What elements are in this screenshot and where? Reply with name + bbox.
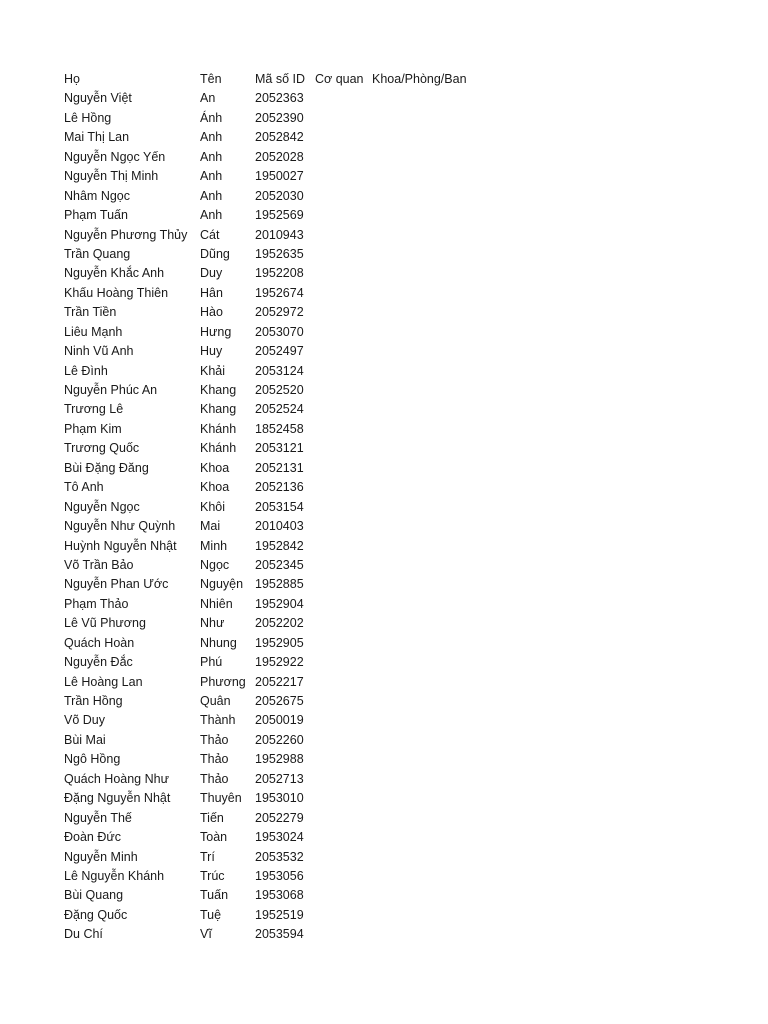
cell-ten: Nguyện <box>200 577 244 592</box>
cell-ten: Anh <box>200 188 223 203</box>
cell-ten: Thảo <box>200 732 229 747</box>
cell-ho: Liêu Mạnh <box>64 324 123 339</box>
table-row <box>64 867 492 886</box>
table-row <box>64 711 492 730</box>
cell-ten: Phú <box>200 655 223 670</box>
table-row <box>64 264 492 283</box>
table-row <box>64 206 492 225</box>
cell-ten: Hưng <box>200 324 232 339</box>
cell-ho: Trương Lê <box>64 402 124 417</box>
cell-id: 2052260 <box>255 732 304 747</box>
cell-ho: Tô Anh <box>64 480 104 495</box>
cell-ten: Hân <box>200 285 223 300</box>
cell-id: 2052363 <box>255 91 304 106</box>
cell-id: 2052217 <box>255 674 304 689</box>
cell-id: 1952922 <box>255 655 304 670</box>
cell-ten: Vĩ <box>200 927 212 942</box>
table-row <box>64 809 492 828</box>
table-row <box>64 731 492 750</box>
header-row <box>64 70 492 89</box>
cell-ho: Bùi Đặng Đăng <box>64 460 149 475</box>
cell-id: 2053594 <box>255 927 304 942</box>
cell-ho: Trương Quốc <box>64 441 140 456</box>
table-row <box>64 498 492 517</box>
cell-ho: Võ Trần Bảo <box>64 557 134 572</box>
table-row <box>64 303 492 322</box>
cell-ten: Anh <box>200 169 223 184</box>
cell-id: 1952208 <box>255 266 304 281</box>
cell-ten: Khoa <box>200 460 230 475</box>
table-row <box>64 226 492 245</box>
cell-id: 2050019 <box>255 713 304 728</box>
cell-ten: Khánh <box>200 441 237 456</box>
cell-ho: Bùi Quang <box>64 888 124 903</box>
cell-id: 2052713 <box>255 771 304 786</box>
cell-id: 1952842 <box>255 538 304 553</box>
table-row <box>64 342 492 361</box>
cell-ho: Nguyễn Đắc <box>64 655 133 670</box>
cell-id: 2052390 <box>255 110 304 125</box>
cell-id: 2052520 <box>255 383 304 397</box>
cell-id: 1952905 <box>255 635 304 650</box>
cell-id: 2053070 <box>255 324 304 339</box>
cell-ten: Phương <box>200 674 246 689</box>
cell-ho: Huỳnh Nguyễn Nhật <box>64 538 177 553</box>
cell-ho: Phạm Thảo <box>64 596 129 611</box>
cell-id: 2052030 <box>255 188 304 203</box>
cell-ten: Khoa <box>200 480 230 495</box>
cell-ho: Lê Hồng <box>64 110 112 125</box>
table-row <box>64 906 492 925</box>
cell-ten: Tiến <box>200 810 224 825</box>
table-row <box>64 439 492 458</box>
cell-ho: Phạm Kim <box>64 421 122 436</box>
cell-id: 1952904 <box>255 596 304 611</box>
table-row <box>64 420 492 439</box>
cell-ho: Ngô Hồng <box>64 752 121 767</box>
table-row <box>64 692 492 711</box>
table-row <box>64 323 492 342</box>
table-row <box>64 167 492 186</box>
cell-ho: Nguyễn Thế <box>64 810 132 825</box>
cell-id: 2053154 <box>255 499 304 514</box>
table-row <box>64 284 492 303</box>
table-row <box>64 478 492 497</box>
cell-ten: Minh <box>200 538 228 553</box>
cell-id: 1952569 <box>255 208 304 223</box>
table-row <box>64 770 492 789</box>
cell-id: 1953010 <box>255 791 304 806</box>
cell-ten: Hào <box>200 305 223 320</box>
cell-ho: Nguyễn Ngọc Yến <box>64 149 166 164</box>
cell-ho: Quách Hoàn <box>64 635 135 650</box>
table-row <box>64 634 492 653</box>
cell-ho: Du Chí <box>64 927 103 942</box>
cell-id: 2053121 <box>255 441 304 456</box>
cell-ten: Khôi <box>200 499 226 514</box>
cell-ten: Nhiên <box>200 596 233 611</box>
header-ten: Tên <box>200 72 222 86</box>
cell-id: 1952674 <box>255 285 304 300</box>
cell-id: 2052202 <box>255 616 304 631</box>
cell-ten: Khánh <box>200 421 237 436</box>
cell-ho: Lê Vũ Phương <box>64 616 146 631</box>
cell-ho: Ninh Vũ Anh <box>64 344 134 359</box>
table-row <box>64 828 492 847</box>
cell-ten: Thảo <box>200 752 229 767</box>
cell-id: 1953024 <box>255 830 304 845</box>
table-row <box>64 362 492 381</box>
cell-id: 1950027 <box>255 169 304 184</box>
cell-ho: Quách Hoàng Như <box>64 771 169 786</box>
cell-ten: Duy <box>200 266 223 281</box>
table-row <box>64 886 492 905</box>
student-table <box>64 70 492 945</box>
cell-id: 1952635 <box>255 246 304 261</box>
table-row <box>64 400 492 419</box>
cell-id: 2052497 <box>255 344 304 359</box>
table-row <box>64 89 492 108</box>
cell-ten: Như <box>200 616 225 631</box>
cell-ten: Anh <box>200 130 223 145</box>
cell-ho: Nguyễn Khắc Anh <box>64 266 165 281</box>
header-id: Mã số ID <box>255 72 306 86</box>
cell-ho: Lê Đình <box>64 363 108 378</box>
table-row <box>64 789 492 808</box>
cell-ten: Anh <box>200 149 223 164</box>
cell-ten: Khang <box>200 402 237 417</box>
cell-ten: Thảo <box>200 771 229 786</box>
cell-ten: Dũng <box>200 246 230 261</box>
cell-ten: An <box>200 91 216 106</box>
header-khoa: Khoa/Phòng/Ban <box>372 72 467 86</box>
table-row <box>64 187 492 206</box>
table-row <box>64 595 492 614</box>
cell-ho: Nguyễn Minh <box>64 849 138 864</box>
table-row <box>64 109 492 128</box>
cell-ho: Nguyễn Phương Thủy <box>64 227 188 242</box>
cell-ho: Trần Tiền <box>64 305 117 320</box>
cell-id: 2052842 <box>255 130 304 145</box>
cell-ten: Ánh <box>200 110 223 125</box>
cell-id: 1952988 <box>255 752 304 767</box>
cell-ten: Quân <box>200 694 231 708</box>
cell-ho: Nguyễn Phúc An <box>64 383 158 397</box>
cell-id: 1952885 <box>255 577 304 592</box>
cell-id: 2052028 <box>255 149 304 164</box>
table-row <box>64 925 492 944</box>
cell-id: 2010403 <box>255 519 304 534</box>
cell-ho: Nhâm Ngọc <box>64 188 130 203</box>
header-ho: Họ <box>64 72 80 86</box>
cell-ho: Nguyễn Phan Ước <box>64 577 169 592</box>
table-row <box>64 673 492 692</box>
cell-ho: Đặng Nguyễn Nhật <box>64 791 171 806</box>
cell-id: 2052972 <box>255 305 304 320</box>
table-row <box>64 537 492 556</box>
cell-ho: Nguyễn Như Quỳnh <box>64 519 176 534</box>
cell-id: 1953068 <box>255 888 304 903</box>
cell-id: 1953056 <box>255 868 304 883</box>
table-row <box>64 653 492 672</box>
cell-ten: Khải <box>200 363 226 378</box>
cell-id: 1952519 <box>255 907 304 922</box>
table-row <box>64 128 492 147</box>
cell-ho: Mai Thị Lan <box>64 130 130 145</box>
cell-ho: Đặng Quốc <box>64 907 128 922</box>
cell-id: 2053532 <box>255 849 304 864</box>
cell-ho: Nguyễn Ngọc <box>64 499 140 514</box>
cell-ho: Nguyễn Thị Minh <box>64 169 159 184</box>
table-row <box>64 556 492 575</box>
cell-ten: Khang <box>200 383 237 397</box>
cell-id: 2010943 <box>255 227 304 242</box>
cell-id: 2052675 <box>255 694 304 708</box>
cell-ho: Trần Quang <box>64 246 131 261</box>
cell-ho: Nguyễn Việt <box>64 91 132 106</box>
cell-ten: Ngọc <box>200 557 230 572</box>
cell-ho: Phạm Tuấn <box>64 208 128 223</box>
header-co-quan: Cơ quan <box>315 72 364 86</box>
table-row <box>64 148 492 167</box>
cell-ten: Huy <box>200 344 223 359</box>
table-row <box>64 381 492 400</box>
cell-id: 2052279 <box>255 810 304 825</box>
table-row <box>64 459 492 478</box>
cell-ho: Trần Hồng <box>64 694 123 708</box>
cell-ho: Khấu Hoàng Thiên <box>64 285 169 300</box>
cell-ten: Tuệ <box>200 907 222 922</box>
cell-ten: Tuấn <box>200 888 229 903</box>
cell-ten: Trúc <box>200 868 225 883</box>
cell-ho: Đoàn Đức <box>64 830 122 845</box>
cell-ho: Bùi Mai <box>64 732 106 747</box>
cell-id: 2052524 <box>255 402 304 417</box>
cell-ten: Trí <box>200 849 215 864</box>
cell-ten: Nhung <box>200 635 237 650</box>
cell-id: 2053124 <box>255 363 304 378</box>
cell-ten: Mai <box>200 519 221 534</box>
table-row <box>64 517 492 536</box>
cell-id: 2052131 <box>255 460 304 475</box>
table-row <box>64 575 492 594</box>
cell-ten: Toàn <box>200 830 228 845</box>
cell-id: 2052136 <box>255 480 304 495</box>
table-row <box>64 750 492 769</box>
cell-id: 1852458 <box>255 421 304 436</box>
cell-ho: Lê Hoàng Lan <box>64 674 143 689</box>
cell-ten: Thành <box>200 713 236 728</box>
table-row <box>64 614 492 633</box>
cell-ten: Thuyên <box>200 791 242 806</box>
cell-ho: Võ Duy <box>64 713 105 728</box>
cell-id: 2052345 <box>255 557 304 572</box>
cell-ten: Cát <box>200 227 220 242</box>
table-row <box>64 245 492 264</box>
table-row <box>64 848 492 867</box>
cell-ten: Anh <box>200 208 223 223</box>
cell-ho: Lê Nguyễn Khánh <box>64 868 165 883</box>
table-body <box>64 89 492 944</box>
